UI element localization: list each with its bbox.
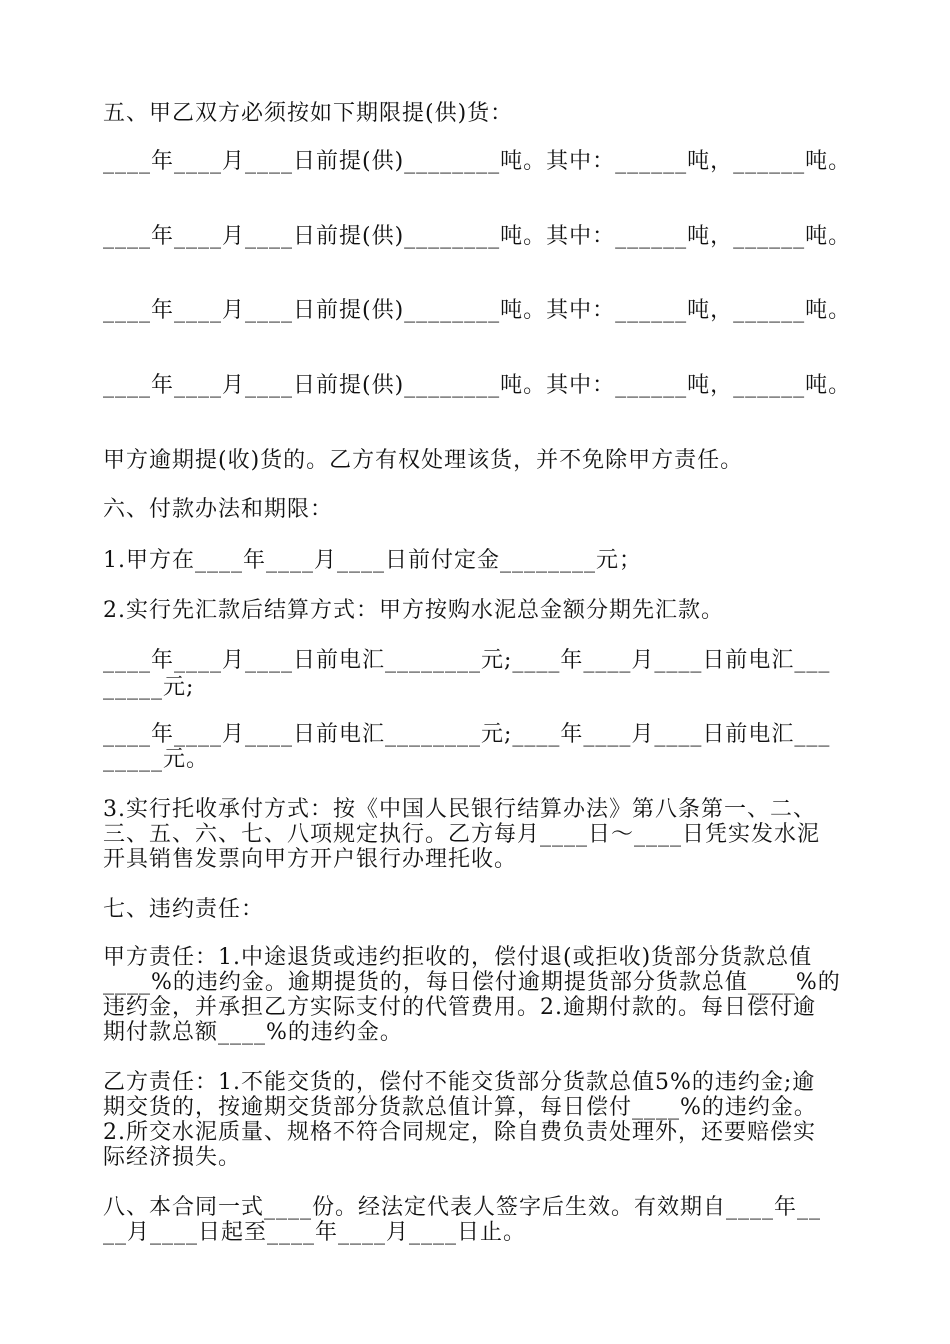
delivery-row: ____年____月____日前提(供)________吨。其中：______吨，______吨。	[103, 298, 852, 323]
party-a-liability: 期付款总额____%的违约金。	[103, 1020, 403, 1045]
payment-item-3: 开具销售发票向甲方开户银行办理托收。	[103, 847, 518, 872]
section6-heading: 六、付款办法和期限：	[103, 497, 334, 522]
remittance-line: _____元。	[103, 747, 210, 772]
payment-item-1: 1.甲方在____年____月____日前付定金________元；	[103, 548, 642, 573]
delivery-row: ____年____月____日前提(供)________吨。其中：______吨，______吨。	[103, 224, 852, 249]
late-pickup-note: 甲方逾期提(收)货的。乙方有权处理该货，并不免除甲方责任。	[103, 448, 744, 473]
section8-term: 八、本合同一式____份。经法定代表人签字后生效。有效期自____年__	[103, 1195, 822, 1220]
section5-heading: 五、甲乙双方必须按如下期限提(供)货：	[103, 101, 514, 126]
party-a-liability: ____%的违约金。逾期提货的，每日偿付逾期提货部分货款总值____%的	[103, 970, 841, 995]
remittance-line: _____元;	[103, 675, 195, 700]
party-b-liability: 2.所交水泥质量、规格不符合同规定，除自费负责处理外，还要赔偿实	[103, 1120, 816, 1145]
remittance-line: ____年____月____日前电汇________元;____年____月____日前电汇___	[103, 722, 831, 747]
delivery-row: ____年____月____日前提(供)________吨。其中：______吨，______吨。	[103, 149, 852, 174]
section8-term: __月____日起至____年____月____日止。	[103, 1220, 527, 1245]
party-b-liability: 期交货的，按逾期交货部分货款总值计算，每日偿付____%的违约金。	[103, 1095, 817, 1120]
payment-item-2: 2.实行先汇款后结算方式：甲方按购水泥总金额分期先汇款。	[103, 598, 724, 623]
party-a-liability: 甲方责任：1.中途退货或违约拒收的，偿付退(或拒收)货部分货款总值	[103, 945, 813, 970]
remittance-line: ____年____月____日前电汇________元;____年____月____日前电汇___	[103, 648, 831, 673]
section7-heading: 七、违约责任：	[103, 897, 265, 922]
delivery-row: ____年____月____日前提(供)________吨。其中：______吨，______吨。	[103, 373, 852, 398]
payment-item-3: 三、五、六、七、八项规定执行。乙方每月____日～____日凭实发水泥	[103, 822, 821, 847]
party-b-liability: 际经济损失。	[103, 1145, 242, 1170]
party-a-liability: 违约金，并承担乙方实际支付的代管费用。2.逾期付款的。每日偿付逾	[103, 995, 816, 1020]
party-b-liability: 乙方责任：1.不能交货的，偿付不能交货部分货款总值5%的违约金;逾	[103, 1070, 816, 1095]
payment-item-3: 3.实行托收承付方式：按《中国人民银行结算办法》第八条第一、二、	[103, 797, 816, 822]
